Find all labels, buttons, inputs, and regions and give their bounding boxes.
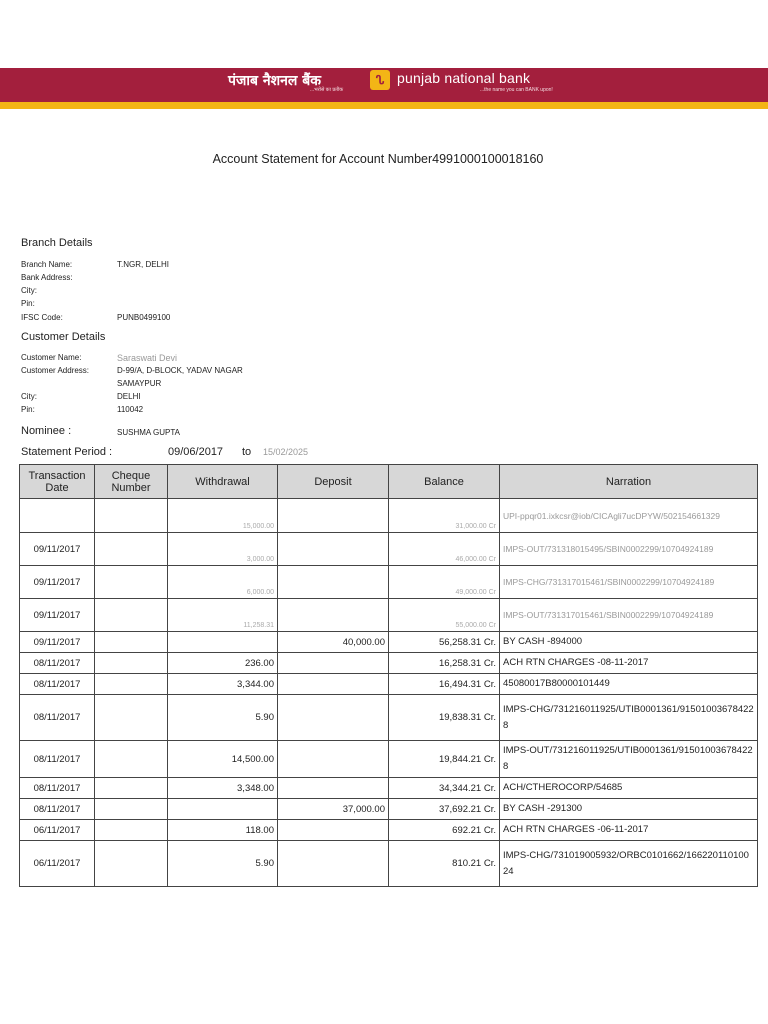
cell-date: 08/11/2017 [20,674,95,695]
bank-address-label: Bank Address: [21,273,73,282]
cell-deposit: 40,000.00 [278,632,389,653]
cell-date: 09/11/2017 [20,566,95,599]
customer-name-label: Customer Name: [21,353,82,362]
branch-name-label: Branch Name: [21,260,73,269]
bank-tagline-hindi: ...भरोसे का प्रतीक [310,87,344,93]
cell-withdrawal: 15,000.00 [168,499,278,533]
cell-balance: 31,000.00 Cr [389,499,500,533]
cell-withdrawal: 11,258.31 [168,599,278,632]
cell-date: 08/11/2017 [20,799,95,820]
cell-cheque [95,533,168,566]
cell-cheque [95,799,168,820]
header-cheque-number: Cheque Number [95,465,168,499]
cell-withdrawal: 5.90 [168,841,278,887]
cell-balance: 34,344.21 Cr. [389,778,500,799]
cell-date: 09/11/2017 [20,632,95,653]
table-row [20,778,758,799]
customer-pin-label: Pin: [21,405,35,414]
cell-withdrawal: 3,000.00 [168,533,278,566]
cell-withdrawal: 3,344.00 [168,674,278,695]
table-row [20,695,758,741]
bank-name-english: punjab national bank [397,70,531,86]
cell-narration: IMPS-CHG/731216011925/UTIB0001361/915010036784228 [500,695,758,741]
customer-city-value: DELHI [117,392,141,401]
table-row [20,599,758,632]
table-row [20,741,758,778]
cell-deposit [278,653,389,674]
table-row [20,674,758,695]
customer-address-line1: D-99/A, D-BLOCK, YADAV NAGAR [117,366,243,375]
cell-date: 08/11/2017 [20,741,95,778]
header-balance: Balance [389,465,500,499]
cell-narration: ACH/CTHEROCORP/54685 [500,778,758,799]
cell-cheque [95,599,168,632]
cell-withdrawal [168,632,278,653]
customer-address-line2: SAMAYPUR [117,379,162,388]
cell-narration: 45080017B80000101449 [500,674,758,695]
customer-pin-value: 110042 [117,405,144,414]
table-row [20,566,758,599]
cell-balance: 19,844.21 Cr. [389,741,500,778]
cell-deposit: 37,000.00 [278,799,389,820]
cell-narration: BY CASH -894000 [500,632,758,653]
ifsc-value: PUNB0499100 [117,313,171,322]
branch-details-heading: Branch Details [21,237,93,249]
statement-title: Account Statement for Account Number4991000100018160 [212,152,544,166]
table-row [20,799,758,820]
cell-deposit [278,695,389,741]
cell-cheque [95,841,168,887]
table-row [20,653,758,674]
cell-date: 08/11/2017 [20,778,95,799]
cell-withdrawal: 14,500.00 [168,741,278,778]
transactions-table [19,464,758,887]
cell-date: 06/11/2017 [20,841,95,887]
cell-withdrawal: 118.00 [168,820,278,841]
cell-balance: 16,258.31 Cr. [389,653,500,674]
customer-details-heading: Customer Details [21,331,106,343]
cell-date: 09/11/2017 [20,599,95,632]
cell-deposit [278,820,389,841]
cell-cheque [95,820,168,841]
table-row [20,632,758,653]
cell-balance: 810.21 Cr. [389,841,500,887]
statement-period-to-word: to [242,446,252,458]
cell-narration: IMPS-OUT/731318015495/SBIN0002299/10704924189 [500,533,758,566]
header-deposit: Deposit [278,465,389,499]
cell-deposit [278,533,389,566]
bank-tagline-english: ...the name you can BANK upon! [480,87,553,93]
table-header-row [20,465,758,499]
cell-date: 08/11/2017 [20,653,95,674]
cell-cheque [95,674,168,695]
cell-deposit [278,741,389,778]
cell-narration: IMPS-OUT/731317015461/SBIN0002299/10704924189 [500,599,758,632]
cell-cheque [95,695,168,741]
cell-deposit [278,566,389,599]
cell-date: 06/11/2017 [20,820,95,841]
header-withdrawal: Withdrawal [168,465,278,499]
cell-cheque [95,778,168,799]
cell-narration: IMPS-CHG/731019005932/ORBC0101662/16622011010024 [500,841,758,887]
cell-cheque [95,653,168,674]
cell-balance: 16,494.31 Cr. [389,674,500,695]
cell-balance: 46,000.00 Cr [389,533,500,566]
cell-balance: 19,838.31 Cr. [389,695,500,741]
cell-date: 09/11/2017 [20,533,95,566]
statement-period-to: 15/02/2025 [263,447,309,457]
cell-narration: IMPS-CHG/731317015461/SBIN0002299/10704924189 [500,566,758,599]
cell-deposit [278,499,389,533]
customer-city-label: City: [21,392,37,401]
ifsc-label: IFSC Code: [21,313,63,322]
customer-name-value: Saraswati Devi [117,353,178,363]
branch-city-label: City: [21,286,37,295]
table-row [20,499,758,533]
header-transaction-date: Transaction Date [20,465,95,499]
nominee-label: Nominee : [21,425,72,437]
cell-cheque [95,499,168,533]
table-row [20,841,758,887]
cell-deposit [278,778,389,799]
statement-period-from: 09/06/2017 [168,446,224,458]
cell-withdrawal: 5.90 [168,695,278,741]
cell-narration: IMPS-OUT/731216011925/UTIB0001361/915010036784228 [500,741,758,778]
cell-balance: 56,258.31 Cr. [389,632,500,653]
cell-balance: 692.21 Cr. [389,820,500,841]
header-narration: Narration [500,465,758,499]
cell-cheque [95,632,168,653]
cell-cheque [95,741,168,778]
cell-deposit [278,841,389,887]
customer-address-label: Customer Address: [21,366,90,375]
bank-name-hindi: पंजाब नैशनल बैंक [228,73,322,89]
cell-deposit [278,599,389,632]
cell-narration: BY CASH -291300 [500,799,758,820]
cell-balance: 37,692.21 Cr. [389,799,500,820]
cell-withdrawal [168,799,278,820]
cell-date [20,499,95,533]
cell-narration: ACH RTN CHARGES -06-11-2017 [500,820,758,841]
cell-deposit [278,674,389,695]
cell-withdrawal: 6,000.00 [168,566,278,599]
cell-withdrawal: 3,348.00 [168,778,278,799]
branch-pin-label: Pin: [21,299,35,308]
bank-logo-icon: ᔐ [370,70,390,90]
nominee-value: SUSHMA GUPTA [117,428,180,437]
statement-period-label: Statement Period : [21,446,113,458]
cell-date: 08/11/2017 [20,695,95,741]
cell-narration: UPI-ppqr01.ixkcsr@iob/CICAgli7ucDPYW/502154661329 [500,499,758,533]
table-row [20,533,758,566]
cell-balance: 49,000.00 Cr [389,566,500,599]
cell-narration: ACH RTN CHARGES -08-11-2017 [500,653,758,674]
cell-balance: 55,000.00 Cr [389,599,500,632]
branch-name-value: T.NGR, DELHI [117,260,170,269]
table-row [20,820,758,841]
bank-banner [0,68,768,109]
cell-withdrawal: 236.00 [168,653,278,674]
cell-cheque [95,566,168,599]
